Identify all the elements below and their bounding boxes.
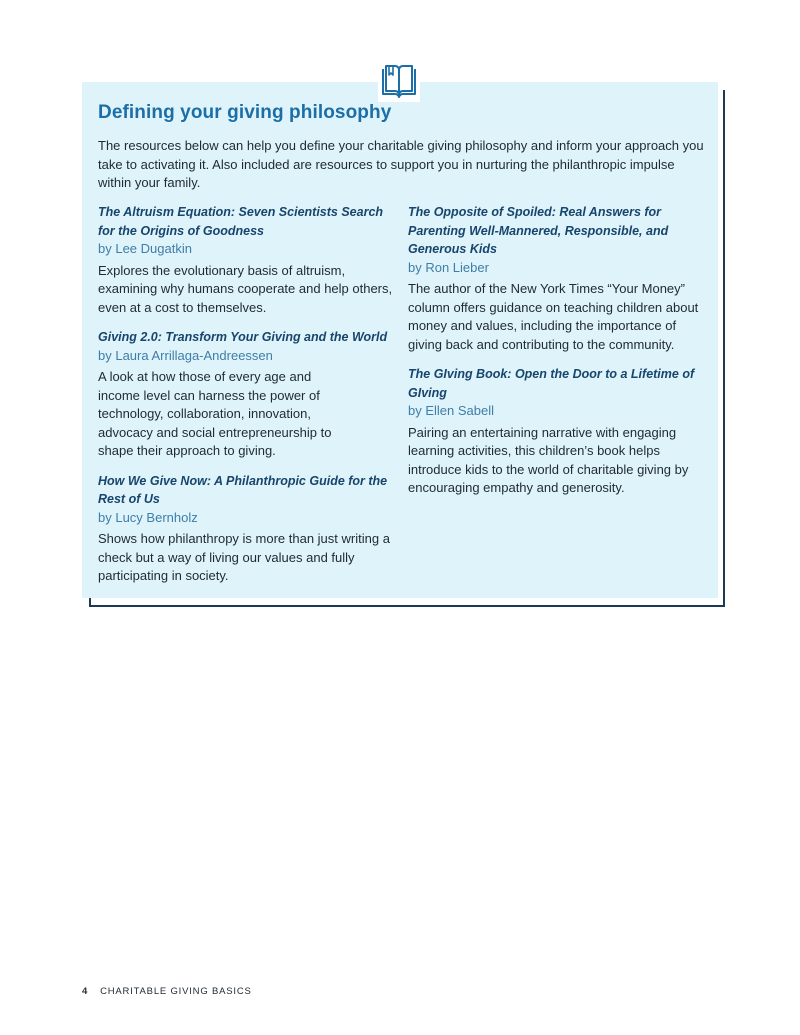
book-description: The author of the New York Times “Your Money” column offers guidance on teaching children about money and values, including the importance of giving back and contributing to the community. [408,281,699,352]
book-description: A look at how those of every age and income level can harness the power of technology, collaboration, innovation, advocacy and social entrepreneurship to shape their approach to giving. [98,369,332,458]
book-author: by Laura Arrillaga-Andreessen [98,347,273,363]
resource-entry [98,328,396,461]
book-author: by Ron Lieber [408,259,489,275]
resource-entry [408,365,706,498]
section-title: Defining your giving philosophy [98,102,392,123]
resource-entry [98,203,396,317]
book-description: Explores the evolutionary basis of altruism, examining why humans cooperate and help others, even at a cost to themselves. [98,262,393,315]
page-number: 4 [82,986,89,997]
left-column [98,203,396,597]
book-title: Giving 2.0: Transform Your Giving and the World [98,330,388,344]
resource-entry [98,472,396,586]
resource-entry [408,203,706,354]
book-description: Pairing an entertaining narrative with engaging learning activities, this children’s book helps introduce kids to the world of charitable giving by encouraging empathy and generosity. [408,424,689,495]
book-title: The Altruism Equation: Seven Scientists Search for the Origins of Goodness [98,205,384,238]
book-title: How We Give Now: A Philanthropic Guide for the Rest of Us [98,473,388,506]
book-author: by Lee Dugatkin [98,241,192,256]
book-author: by Ellen Sabell [408,403,494,418]
book-title: The GIving Book: Open the Door to a Lifetime of GIving [408,367,695,400]
book-description: Shows how philanthropy is more than just writing a check but a way of living our values and fully participating in society. [98,531,390,583]
right-column [408,203,706,509]
book-author: by Lucy Bernholz [98,509,198,525]
footer-label: CHARITABLE GIVING BASICS [100,986,252,997]
page-footer [82,986,252,997]
section-intro: The resources below can help you define your charitable giving philosophy and inform your approach you take to activating it. Also included are resources to support you in nurturing the philanthropic impulse within your family. [98,138,704,190]
book-title: The Opposite of Spoiled: Real Answers for Parenting Well-Mannered, Responsible, and Generous Kids [408,205,669,256]
open-book-icon [378,60,420,102]
